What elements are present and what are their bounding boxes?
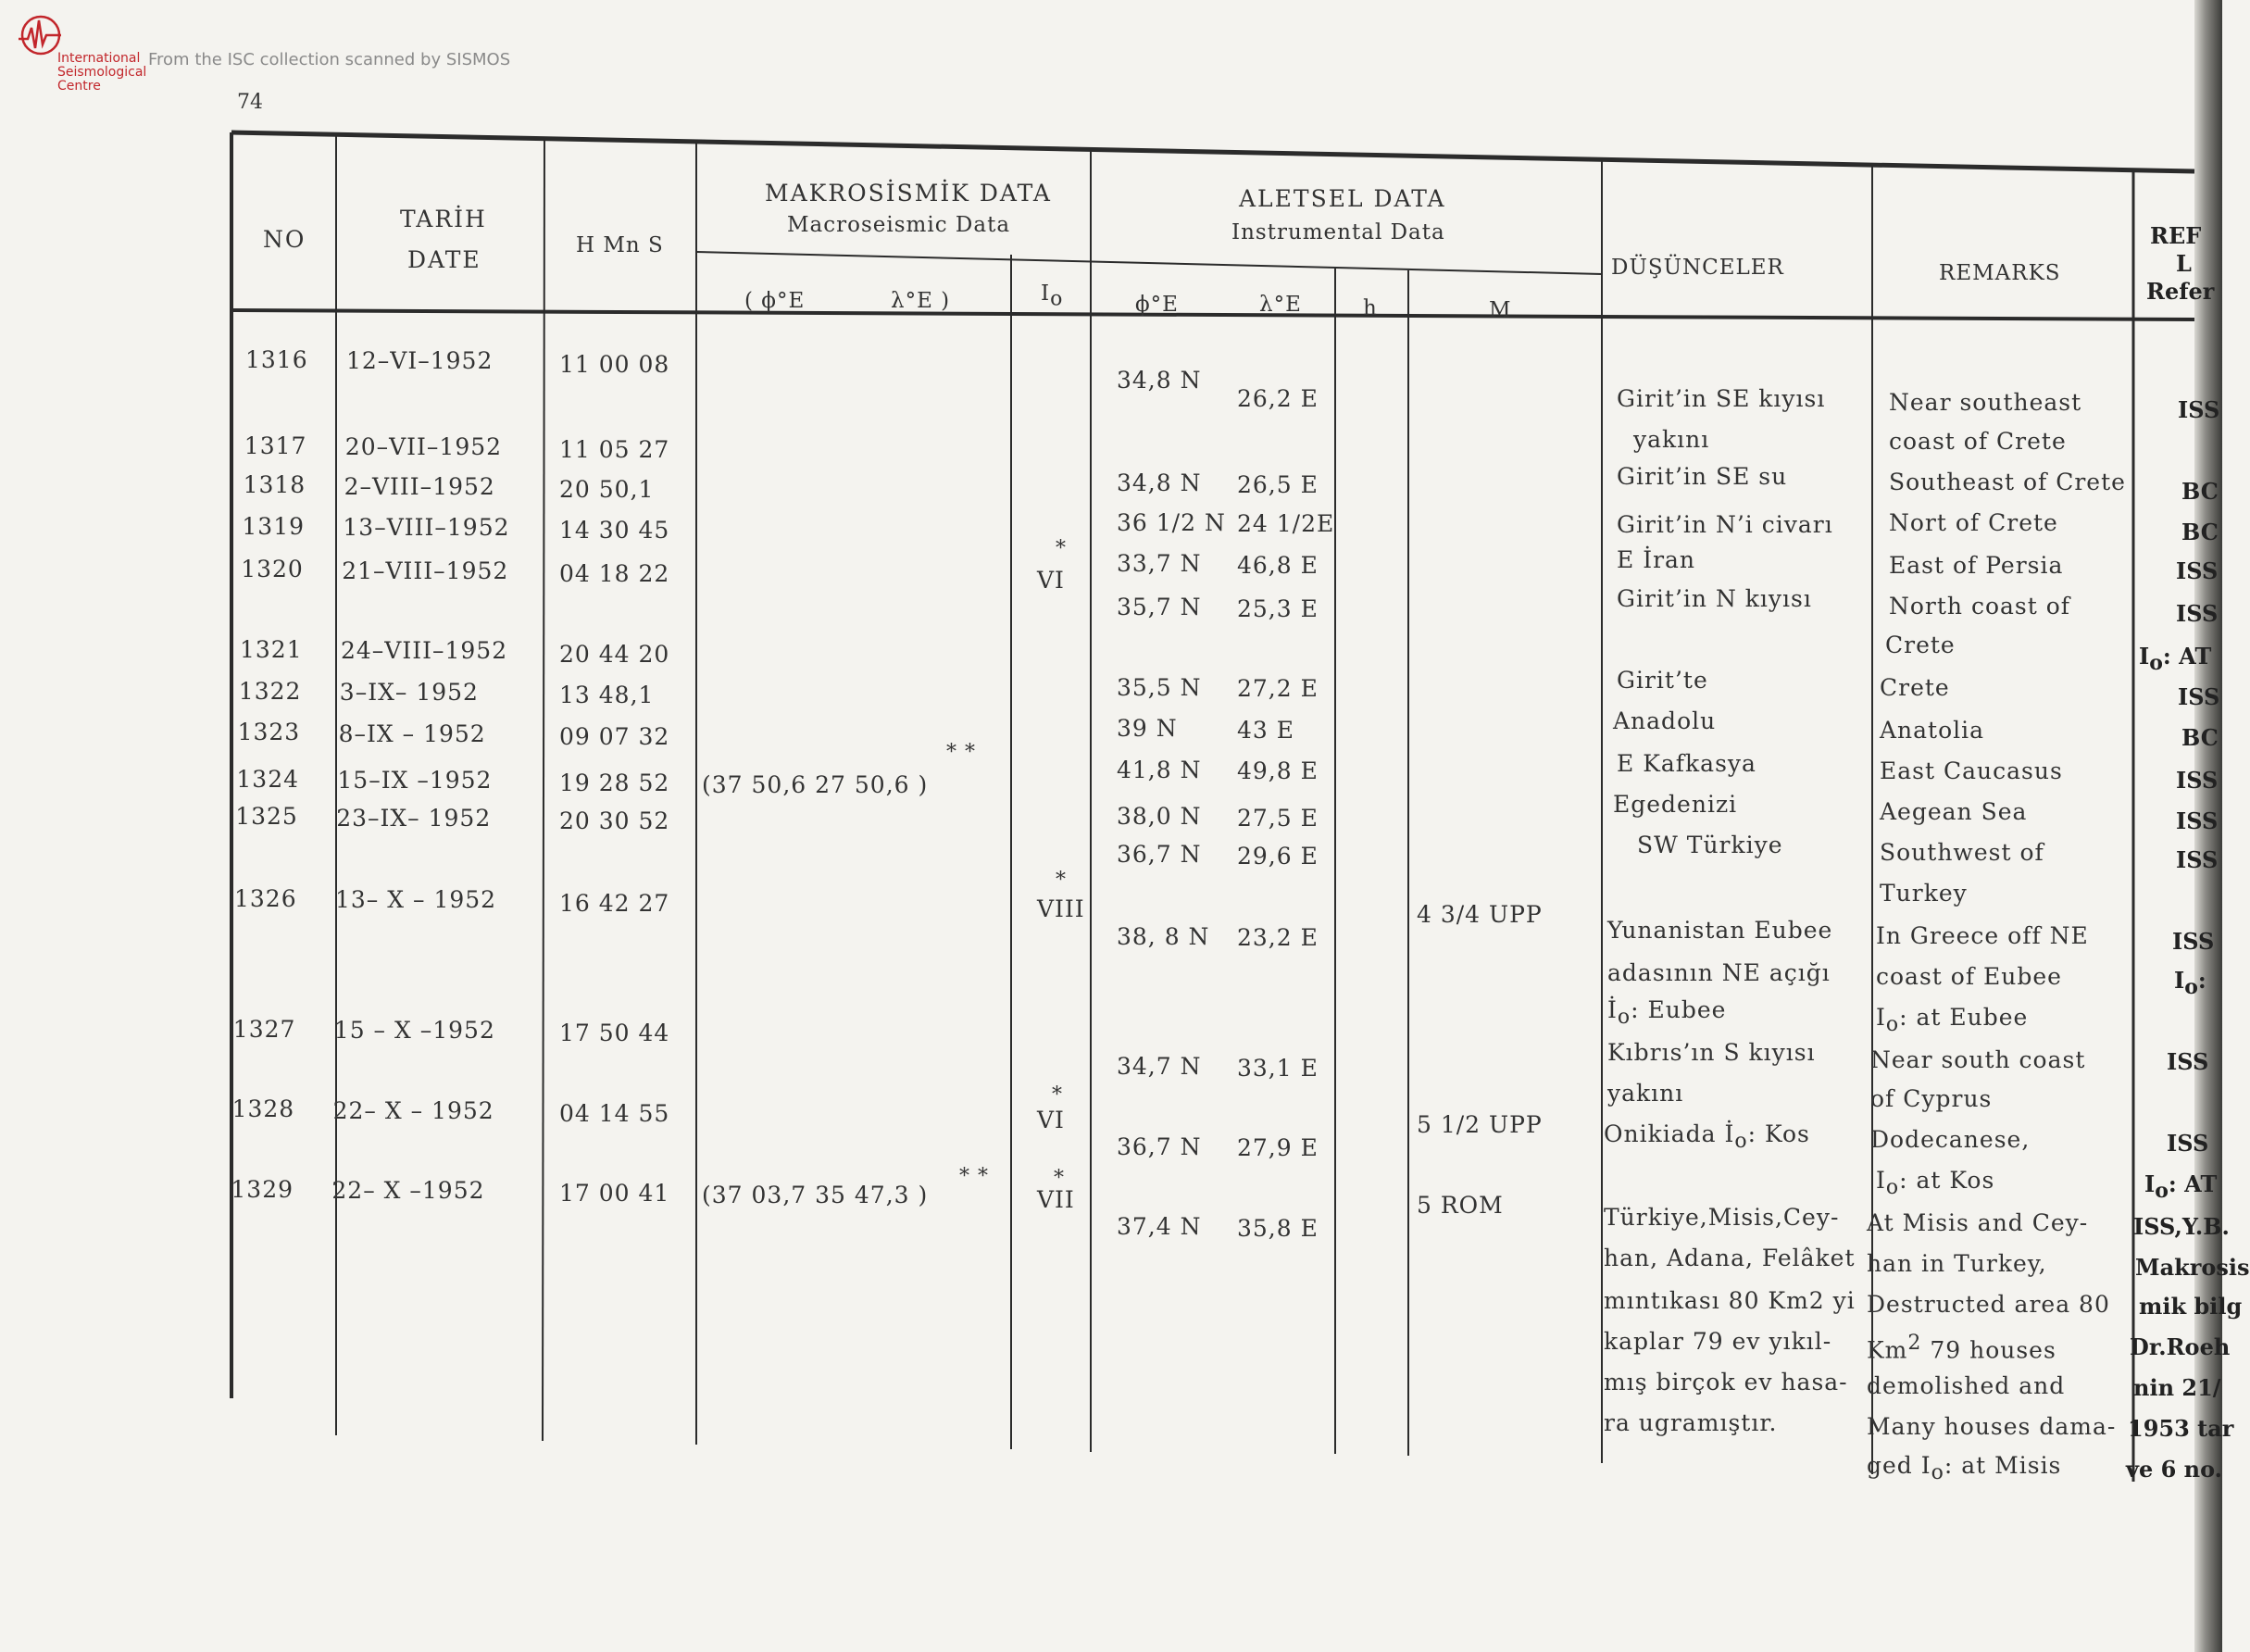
ref-line: Dr.Roeh xyxy=(2130,1333,2231,1360)
remarks-line: Near southeast xyxy=(1889,389,2082,416)
dusunceler-io-eubee xyxy=(1607,996,1726,1029)
cell-lon: 27,5 E xyxy=(1237,805,1319,832)
cell-time: 17 00 41 xyxy=(559,1180,670,1208)
header-inst-lon: λ°E xyxy=(1259,293,1302,317)
dusunceler-line: yakını xyxy=(1607,1080,1684,1107)
cell-lat: 38, 8 N xyxy=(1117,922,1210,950)
cell-date: 15–IX –1952 xyxy=(337,767,493,795)
cell-mag: 5 ROM xyxy=(1417,1191,1504,1219)
cell-lon: 49,8 E xyxy=(1237,757,1319,785)
col-rule-date xyxy=(543,139,544,1441)
cell-date: 21–VIII–1952 xyxy=(342,557,509,584)
cell-lon: 43 E xyxy=(1237,716,1295,744)
cell-mag: 5 1/2 UPP xyxy=(1417,1111,1543,1139)
cell-date: 13– X – 1952 xyxy=(335,886,497,914)
cell-no: 1320 xyxy=(241,556,304,583)
cell-no: 1319 xyxy=(242,512,306,540)
cell-time: 19 28 52 xyxy=(559,770,670,797)
dusunceler-line: Girit’in N’i civarı xyxy=(1617,511,1833,538)
ref-line: ve 6 no. xyxy=(2126,1456,2223,1483)
dusunceler-io-kos xyxy=(1604,1120,1810,1153)
header-aletsel-en: Instrumental Data xyxy=(1231,220,1445,244)
dusunceler-line: ra ugramıştır. xyxy=(1604,1409,1778,1436)
cell-lat: 39 N xyxy=(1117,715,1178,743)
star-1320: * xyxy=(1056,537,1067,560)
remarks-line: East Caucasus xyxy=(1880,757,2063,784)
remarks-line: East of Persia xyxy=(1889,552,2064,579)
io-sub: o xyxy=(2149,650,2163,675)
header-aletsel: ALETSEL DATA xyxy=(1239,185,1446,212)
ref-line: 1953 tar xyxy=(2128,1415,2234,1442)
dusunceler-line: yakını xyxy=(1633,426,1710,453)
remarks-line: North coast of xyxy=(1889,593,2071,620)
dusunceler-line: E Kafkasya xyxy=(1617,750,1756,777)
ref-line: BC xyxy=(2181,724,2219,751)
remarks-io-kos xyxy=(1876,1167,1994,1199)
header-makro: MAKROSİSMİK DATA xyxy=(765,180,1052,206)
star-1326: * xyxy=(1056,869,1067,892)
header-tarih: TARİH xyxy=(400,206,487,232)
remarks-io-eubee xyxy=(1876,1004,2028,1036)
cell-date: 8–IX – 1952 xyxy=(338,720,486,747)
cell-lat: 35,7 N xyxy=(1117,593,1202,620)
cell-mag: 4 3/4 UPP xyxy=(1417,900,1543,928)
cell-lat: 36,7 N xyxy=(1117,840,1202,868)
remarks-line: coast of Eubee xyxy=(1876,963,2062,990)
io-letter: I xyxy=(2144,1170,2156,1197)
dusunceler-line: Yunanistan Eubee xyxy=(1607,917,1833,944)
subheader-rule xyxy=(696,252,1602,274)
cell-time: 20 30 52 xyxy=(559,807,670,834)
cell-lon: 26,5 E xyxy=(1237,470,1319,498)
cell-time: 11 05 27 xyxy=(559,436,670,464)
dusunceler-line: han, Adana, Felâket xyxy=(1604,1245,1856,1271)
cell-no: 1328 xyxy=(231,1095,295,1123)
remarks-line: Near south coast xyxy=(1870,1046,2086,1073)
cell-no: 1325 xyxy=(235,803,298,831)
remarks-line: Crete xyxy=(1880,674,1950,701)
cell-lat: 34,8 N xyxy=(1117,469,1202,497)
collection-note: From the ISC collection scanned by SISMOS xyxy=(148,50,511,69)
dusunceler-line: Girit’in N kıyısı xyxy=(1617,585,1812,612)
header-m: M xyxy=(1489,298,1512,322)
io-sub: o xyxy=(1885,1176,1900,1199)
ref-line: ISS xyxy=(2176,767,2219,794)
remarks-line: of Cyprus xyxy=(1870,1085,1993,1112)
remarks-km2 xyxy=(1867,1332,2056,1363)
remarks-line: Many houses dama- xyxy=(1867,1413,2117,1440)
header-remarks: REMARKS xyxy=(1939,261,2061,285)
cell-macro: (37 50,6 27 50,6 ) xyxy=(702,771,929,799)
cell-lon: 23,2 E xyxy=(1237,924,1319,952)
io-letter: I xyxy=(2174,967,2185,994)
cell-no: 1323 xyxy=(237,719,301,746)
cell-lon: 33,1 E xyxy=(1237,1054,1319,1082)
logo-line-3: Centre xyxy=(57,79,101,94)
cell-no: 1317 xyxy=(244,432,307,459)
cell-no: 1329 xyxy=(231,1175,294,1203)
cell-time: 11 00 08 xyxy=(559,350,670,378)
remarks-line: Aegean Sea xyxy=(1880,798,2028,825)
remarks-line: Southwest of xyxy=(1880,839,2044,866)
ref-io-2 xyxy=(2174,967,2206,999)
ref-line: ISS xyxy=(2172,928,2215,955)
io-place: : Kos xyxy=(1747,1120,1810,1147)
io-sub: o xyxy=(1931,1461,1944,1484)
ref-line: nin 21/ xyxy=(2133,1374,2221,1401)
cell-date: 13–VIII–1952 xyxy=(343,514,510,542)
ref-io-3 xyxy=(2144,1170,2217,1203)
cell-no: 1327 xyxy=(232,1015,296,1043)
header-io-sub: o xyxy=(1050,287,1064,311)
cell-lat: 38,0 N xyxy=(1117,803,1202,831)
ref-line: ISS xyxy=(2178,683,2220,710)
io-sub: o xyxy=(1617,1006,1631,1029)
io-place: : at Eubee xyxy=(1899,1004,2029,1031)
io-sub: o xyxy=(2184,974,2198,999)
ref-line: ISS xyxy=(2167,1130,2209,1157)
ref-line: ISS xyxy=(2176,846,2219,873)
io-place: : at Misis xyxy=(1944,1452,2062,1479)
io-letter: ged I xyxy=(1867,1452,1931,1479)
ref-line: ISS xyxy=(2176,557,2219,584)
cell-time: 14 30 45 xyxy=(559,517,670,544)
cell-date: 15 – X –1952 xyxy=(333,1017,495,1045)
km-unit: Km xyxy=(1867,1336,1908,1364)
cell-io: VI xyxy=(1037,1106,1065,1133)
cell-macro: (37 03,7 35 47,3 ) xyxy=(702,1182,929,1209)
cell-io: VIII xyxy=(1037,895,1085,923)
dusunceler-line: Girit’in SE kıyısı xyxy=(1617,385,1826,412)
io-sub: o xyxy=(1885,1013,1900,1036)
cell-time: 16 42 27 xyxy=(559,889,670,917)
ref-line: mik bilg xyxy=(2139,1293,2243,1320)
header-io xyxy=(1041,282,1063,311)
header-date: DATE xyxy=(407,246,481,273)
star-1328: * xyxy=(1052,1083,1063,1107)
remarks-line: At Misis and Cey- xyxy=(1867,1209,2089,1236)
io-sub: o xyxy=(1734,1130,1748,1153)
ref-line: Makrosis xyxy=(2135,1254,2250,1281)
header-ref-2: L xyxy=(2176,250,2192,277)
cell-time: 17 50 44 xyxy=(559,1020,670,1047)
cell-lat: 35,5 N xyxy=(1117,673,1202,701)
cell-lon: 27,2 E xyxy=(1237,675,1319,703)
page-number: 74 xyxy=(237,91,263,114)
cell-no: 1324 xyxy=(236,765,300,793)
star-1324: * * xyxy=(946,741,976,764)
dusunceler-line: Girit’te xyxy=(1617,667,1708,694)
dusunceler-line: adasının NE açığı xyxy=(1607,959,1831,986)
cell-lat: 37,4 N xyxy=(1117,1213,1202,1241)
io-letter: Onikiada İ xyxy=(1604,1120,1735,1147)
header-inst-lat: ϕ°E xyxy=(1135,293,1179,317)
cell-time: 09 07 32 xyxy=(559,722,670,750)
star-1329-io: * xyxy=(1054,1167,1065,1190)
ref-line: ISS xyxy=(2178,396,2220,423)
cell-date: 3–IX– 1952 xyxy=(339,679,479,707)
ref-line: BC xyxy=(2181,478,2219,505)
io-letter: I xyxy=(1876,1004,1886,1031)
header-h: h xyxy=(1363,296,1378,320)
remarks-line: Nort of Crete xyxy=(1889,509,2058,536)
cell-lon: 46,8 E xyxy=(1237,552,1319,580)
io-letter: I xyxy=(1876,1167,1886,1194)
remarks-line: Southeast of Crete xyxy=(1889,469,2126,495)
cell-no: 1321 xyxy=(240,636,303,663)
dusunceler-line: Kıbrıs’ın S kıyısı xyxy=(1607,1039,1816,1066)
cell-lat: 34,7 N xyxy=(1117,1053,1202,1081)
cell-date: 12–VI–1952 xyxy=(346,347,494,375)
dusunceler-line: kaplar 79 ev yıkıl- xyxy=(1604,1328,1832,1355)
cell-time: 04 18 22 xyxy=(559,559,670,587)
header-io-letter: I xyxy=(1041,282,1051,306)
io-sub: o xyxy=(2155,1178,2169,1203)
cell-time: 13 48,1 xyxy=(559,682,655,709)
remarks-line: coast of Crete xyxy=(1889,428,2067,455)
header-no: NO xyxy=(263,226,306,253)
cell-lat: 36 1/2 N xyxy=(1117,508,1226,536)
remarks-line: Crete xyxy=(1885,632,1956,658)
cell-date: 20–VII–1952 xyxy=(344,433,503,461)
ref-line: ISS,Y.B. xyxy=(2133,1213,2230,1240)
dusunceler-line: E İran xyxy=(1617,546,1696,573)
remarks-line: Anatolia xyxy=(1880,717,1985,744)
dusunceler-line: SW Türkiye xyxy=(1637,832,1783,858)
ref-line: ISS xyxy=(2167,1048,2209,1075)
io-value: : xyxy=(2197,967,2206,994)
io-letter: I xyxy=(2139,643,2150,670)
remarks-io-misis xyxy=(1867,1452,2061,1484)
cell-lon: 25,3 E xyxy=(1237,594,1319,622)
logo-line-2: Seismological xyxy=(57,65,147,80)
table-top-rule xyxy=(231,132,2194,171)
cell-lon: 24 1/2E xyxy=(1237,510,1335,538)
remarks-line: han in Turkey, xyxy=(1867,1250,2047,1277)
dusunceler-line: Anadolu xyxy=(1613,707,1717,734)
houses-text: 79 houses xyxy=(1921,1336,2056,1364)
header-makro-lat: ( ϕ°E xyxy=(744,289,806,313)
header-ref-3: Refer xyxy=(2146,278,2215,305)
cell-no: 1316 xyxy=(245,346,308,373)
io-value: : AT xyxy=(2162,643,2212,670)
km-sup: 2 xyxy=(1907,1332,1922,1355)
ref-line: BC xyxy=(2181,519,2219,545)
remarks-line: Destructed area 80 xyxy=(1867,1291,2110,1318)
remarks-line: demolished and xyxy=(1867,1372,2066,1399)
header-bottom-rule xyxy=(231,310,2194,319)
cell-lat: 34,8 N xyxy=(1117,367,1202,394)
ref-line: ISS xyxy=(2176,600,2219,627)
header-ref-1: REF xyxy=(2150,222,2202,249)
cell-lat: 33,7 N xyxy=(1117,550,1202,578)
cell-lat: 36,7 N xyxy=(1117,1133,1202,1160)
remarks-line: In Greece off NE xyxy=(1876,922,2089,949)
star-1329-macro: * * xyxy=(959,1165,989,1188)
header-makro-en: Macroseismic Data xyxy=(787,213,1011,237)
cell-lon: 35,8 E xyxy=(1237,1215,1319,1243)
header-makro-lon: λ°E ) xyxy=(891,289,951,313)
dusunceler-line: Girit’in SE su xyxy=(1617,463,1788,490)
dusunceler-line: Egedenizi xyxy=(1613,791,1738,818)
cell-lon: 26,2 E xyxy=(1237,385,1319,413)
remarks-line: Turkey xyxy=(1880,880,1968,907)
io-place: : Eubee xyxy=(1631,996,1727,1023)
cell-no: 1322 xyxy=(238,677,302,705)
cell-date: 22– X – 1952 xyxy=(332,1096,494,1124)
cell-no: 1326 xyxy=(234,885,297,912)
cell-io: VI xyxy=(1037,566,1065,594)
ref-line: ISS xyxy=(2176,807,2219,834)
cell-time: 20 50,1 xyxy=(559,475,655,503)
io-value: : AT xyxy=(2168,1170,2218,1197)
header-hmns: H Mn S xyxy=(576,233,664,257)
cell-io: VII xyxy=(1037,1186,1075,1214)
ref-io-1 xyxy=(2139,643,2211,675)
cell-no: 1318 xyxy=(243,471,306,499)
cell-date: 22– X –1952 xyxy=(331,1177,485,1205)
dusunceler-line: Türkiye,Misis,Cey- xyxy=(1604,1204,1840,1231)
io-place: : at Kos xyxy=(1899,1167,1995,1194)
cell-lon: 27,9 E xyxy=(1237,1134,1319,1162)
dusunceler-line: mıntıkası 80 Km2 yi xyxy=(1604,1287,1856,1314)
cell-date: 23–IX– 1952 xyxy=(336,804,492,832)
cell-time: 20 44 20 xyxy=(559,640,670,668)
cell-date: 24–VIII–1952 xyxy=(341,637,508,665)
remarks-line: Dodecanese, xyxy=(1870,1126,2031,1153)
dusunceler-line: mış birçok ev hasa- xyxy=(1604,1369,1848,1395)
header-dusunceler: DÜŞÜNCELER xyxy=(1611,256,1784,280)
cell-lon: 29,6 E xyxy=(1237,842,1319,870)
logo-line-1: International xyxy=(57,51,141,66)
cell-lat: 41,8 N xyxy=(1117,756,1202,783)
cell-time: 04 14 55 xyxy=(559,1099,670,1127)
cell-date: 2–VIII–1952 xyxy=(344,472,495,500)
io-letter: İ xyxy=(1607,996,1618,1023)
